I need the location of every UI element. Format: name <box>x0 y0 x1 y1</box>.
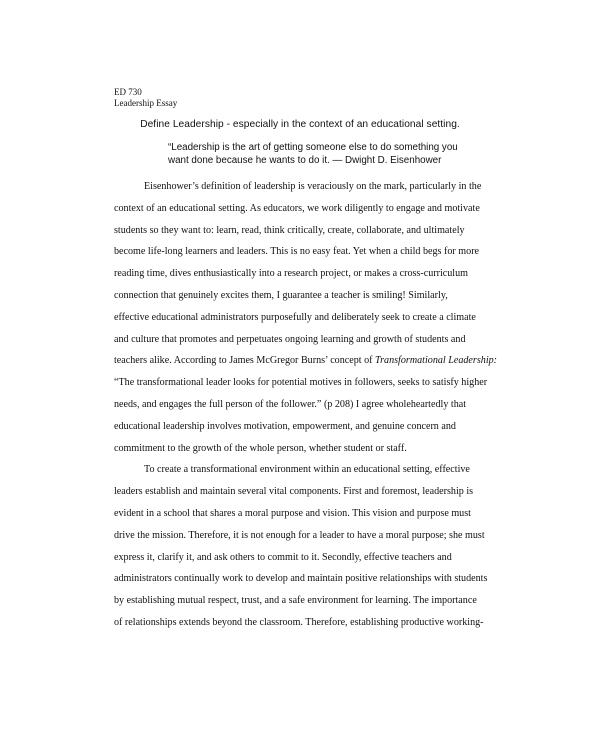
text-segment: teachers alike. According to James McGregor Burns’ concept of <box>114 355 376 367</box>
document-type: Leadership Essay <box>114 98 178 108</box>
book-title: Transformational Leadership: <box>375 355 498 367</box>
document-header <box>114 87 177 109</box>
text-line: needs, and engages the full person of the follower.” (p 208) I agree wholeheartedly that <box>114 398 467 410</box>
text-line: educational leadership involves motivation, empowerment, and genuine concern and <box>114 420 456 432</box>
text-line: by establishing mutual respect, trust, and a safe environment for learning. The importance <box>114 595 477 607</box>
quote-line: “Leadership is the art of getting someone else to do something you <box>168 142 458 153</box>
text-line: evident in a school that shares a moral purpose and vision. This vision and purpose must <box>114 507 471 519</box>
text-line: commitment to the growth of the whole person, whether student or staff. <box>114 442 407 454</box>
text-line: become life-long learners and leaders. This is no easy feat. Yet when a child begs for more <box>114 246 480 258</box>
text-line: drive the mission. Therefore, it is not enough for a leader to have a moral purpose; she must <box>114 529 485 541</box>
text-line: leaders establish and maintain several vital components. First and foremost, leadership is <box>114 486 474 498</box>
text-line: To create a transformational environment within an educational setting, effective <box>144 464 470 476</box>
text-line: administrators continually work to develop and maintain positive relationships with students <box>114 573 488 585</box>
text-line: context of an educational setting. As educators, we work diligently to engage and motivate <box>114 202 480 214</box>
text-line: of relationships extends beyond the classroom. Therefore, establishing productive working- <box>114 616 484 628</box>
text-line: effective educational administrators purposefully and deliberately seek to create a climate <box>114 311 476 323</box>
text-line: connection that genuinely excites them, I guarantee a teacher is smiling! Similarly, <box>114 289 448 301</box>
text-line: express it, clarify it, and ask others to commit to it. Secondly, effective teachers and <box>114 551 452 563</box>
quote-line: want done because he wants to do it. — Dwight D. Eisenhower <box>168 155 442 166</box>
paragraph-1 <box>114 176 498 459</box>
text-line <box>114 350 498 372</box>
essay-title: Define Leadership - especially in the context of an educational setting. <box>140 119 460 130</box>
text-line: Eisenhower’s definition of leadership is veraciously on the mark, particularly in the <box>144 181 482 192</box>
text-line: “The transformational leader looks for potential motives in followers, seeks to satisfy higher <box>114 377 488 389</box>
course-code: ED 730 <box>114 87 142 97</box>
text-line: and culture that promotes and perpetuates ongoing learning and growth of students and <box>114 333 466 345</box>
text-line: reading time, dives enthusiastically into a research project, or makes a cross-curriculum <box>114 268 468 280</box>
epigraph-quote <box>168 141 488 167</box>
essay-body <box>114 176 498 634</box>
text-line: students so they want to: learn, read, think critically, create, collaborate, and ultimately <box>114 224 465 236</box>
paragraph-2 <box>114 459 494 633</box>
